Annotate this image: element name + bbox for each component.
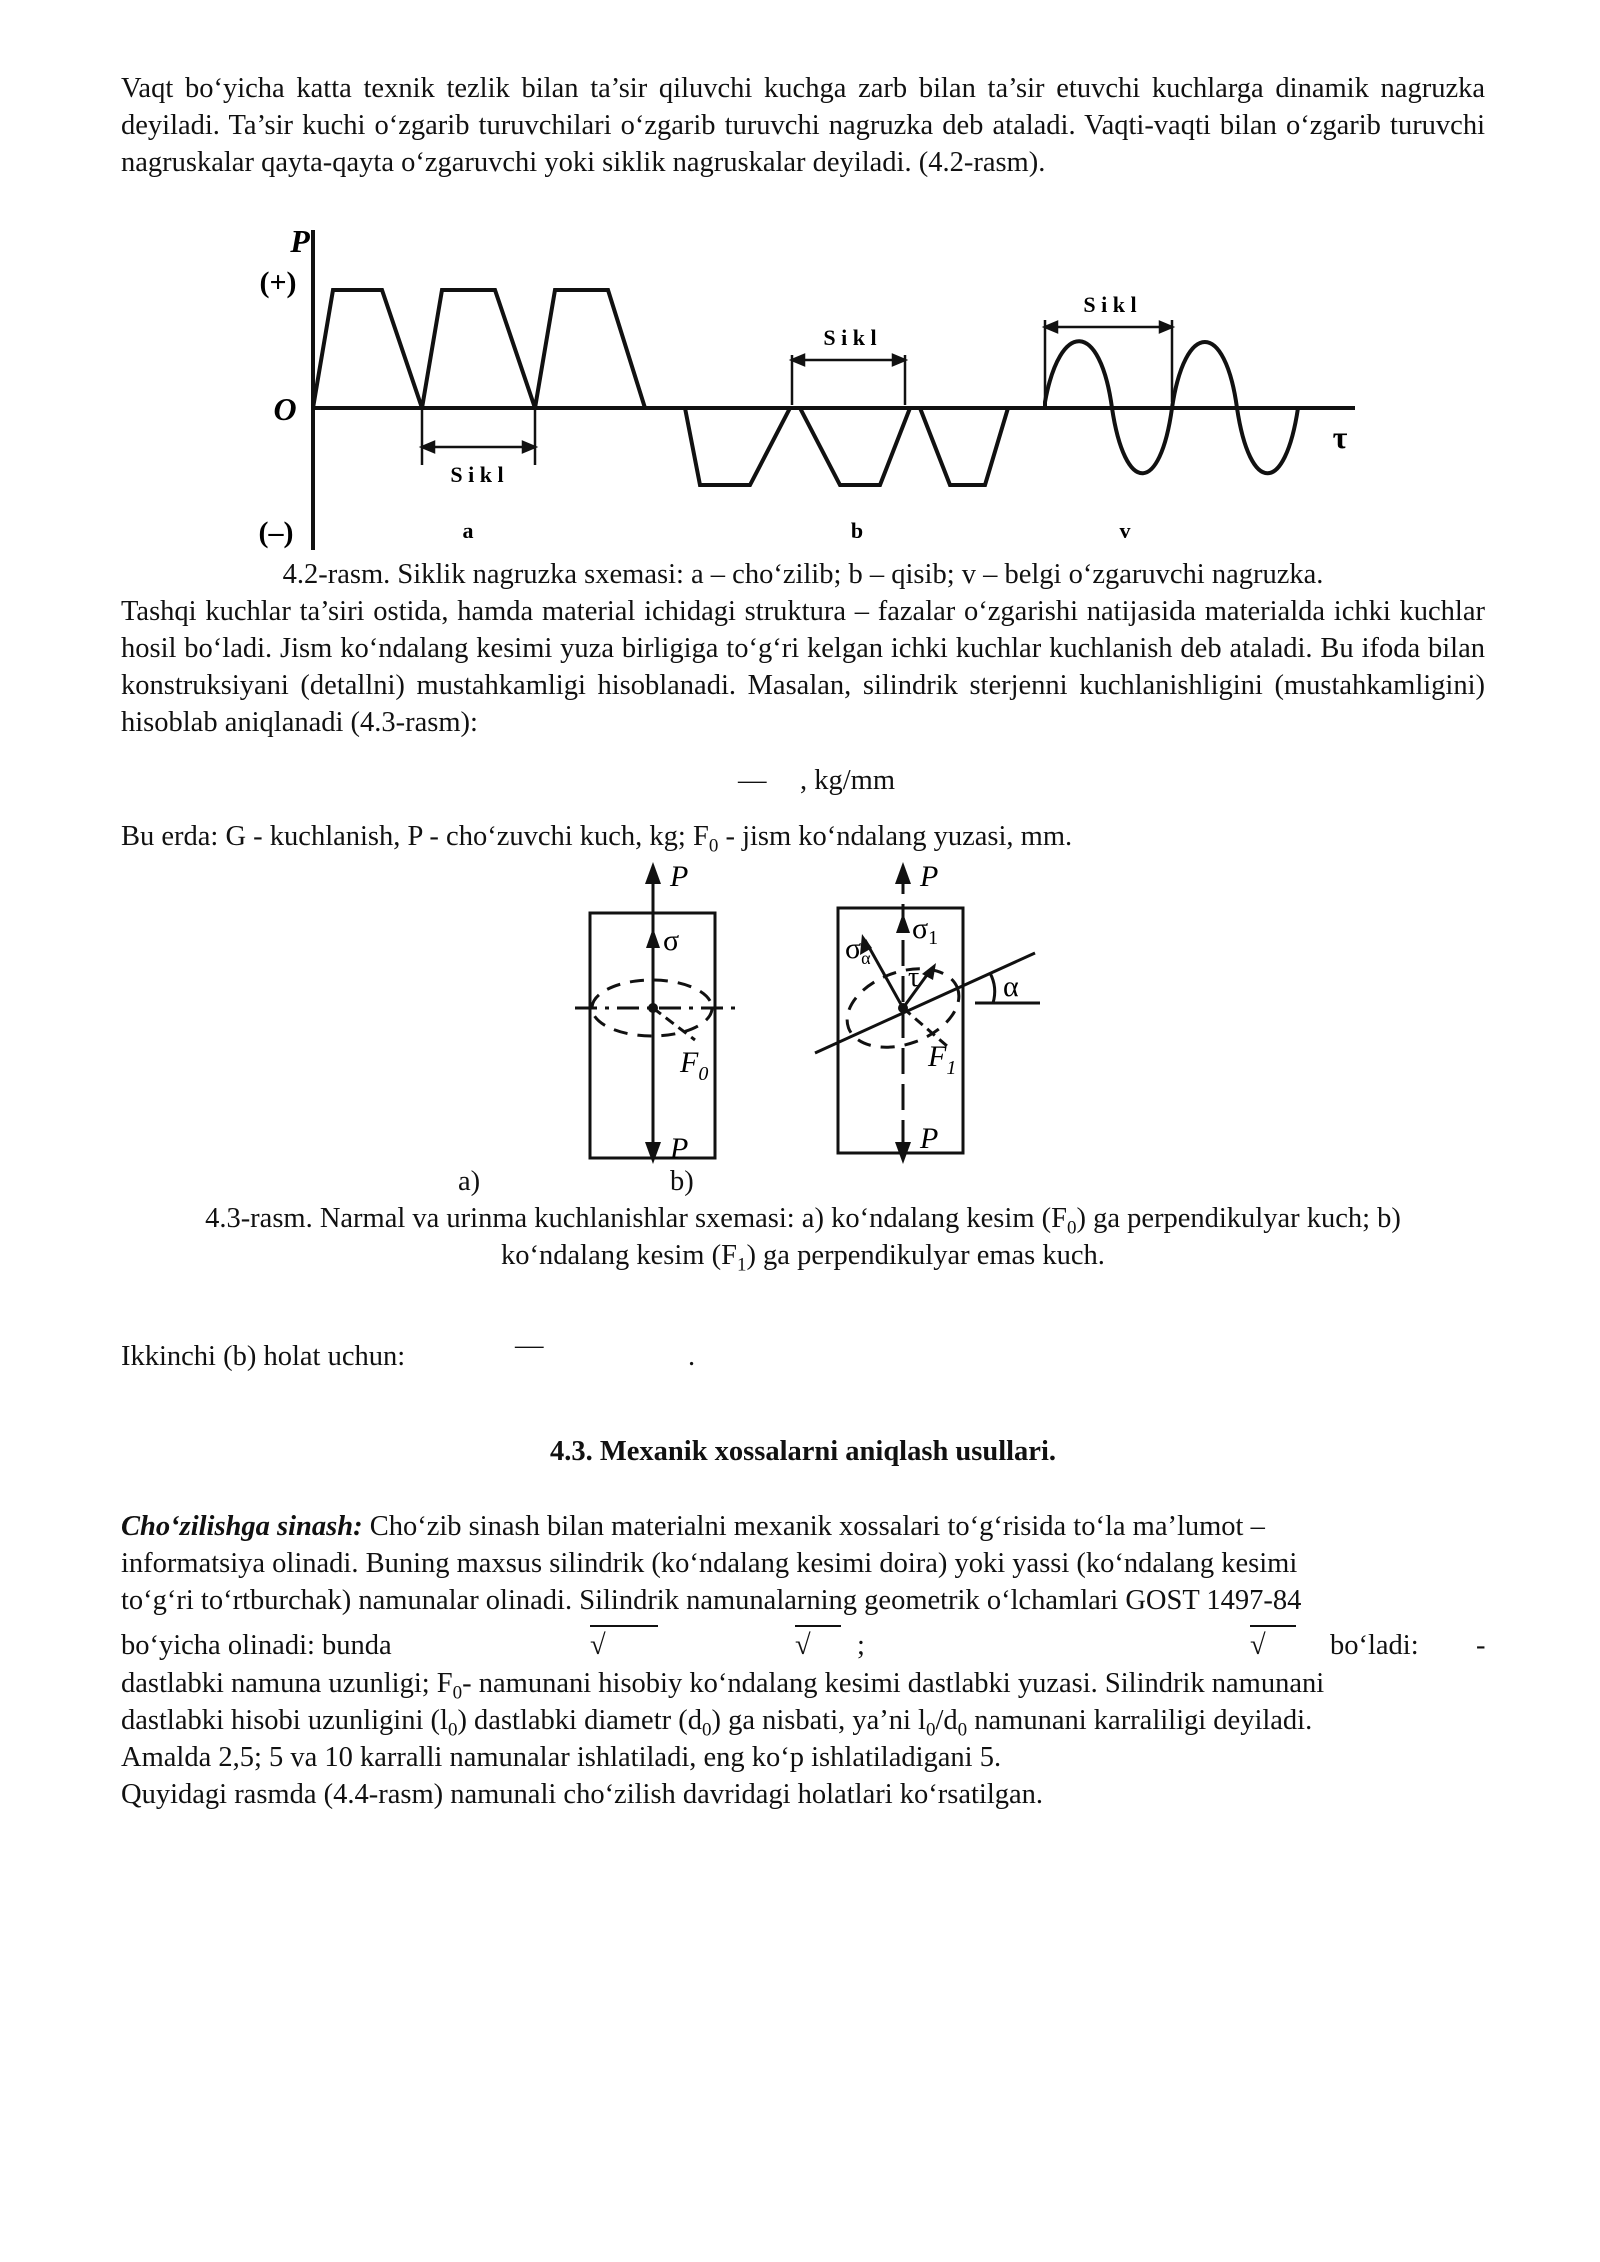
- definitions-line: Bu erda: G - kuchlanish, P - cho‘zuvchi kuch, kg; $F_0$ - jism ko‘ndalang yuzasi, mm.: [121, 821, 1073, 857]
- formula-fraction-bar: —: [738, 765, 767, 796]
- semicolon: ;: [857, 1630, 865, 1661]
- force-p-top-a: P: [670, 860, 689, 893]
- tension-test-line7: Amalda 2,5; 5 va 10 karralli namunalar ishlatiladi, eng ko‘p ishlatiladigani 5.: [121, 1742, 1002, 1773]
- figure-4-3-label-b: b): [670, 1166, 694, 1197]
- figure-4-3-caption-line2: ko‘ndalang kesim $(F_1)$ ga perpendikulyar emas kuch.: [501, 1240, 1105, 1276]
- figure-4-2-caption: 4.2-rasm. Siklik nagruzka sxemasi: a – cho‘zilib; b – qisib; v – belgi o‘zgaruvchi nagruzka.: [282, 559, 1324, 590]
- sikl-label-b: S i k l: [823, 325, 877, 350]
- f1-label: $F_1$: [928, 1040, 957, 1079]
- tension-test-line5: dastlabki namuna uzunligi; $F_0-$ namunani hisobiy ko‘ndalang kesimi dastlabki yuzasi. Silindrik namunani: [121, 1668, 1325, 1704]
- sqrt-3: √: [1250, 1625, 1296, 1664]
- boladi: bo‘ladi:: [1330, 1630, 1419, 1661]
- tension-test-bunda: bo‘yicha olinadi: bunda: [121, 1630, 392, 1661]
- trailing-dash: -: [1476, 1630, 1486, 1661]
- wave-a: [313, 290, 645, 408]
- formula-unit: , kg/mm: [800, 765, 896, 796]
- tau-label-b: τ: [908, 962, 920, 993]
- sigma-label: σ: [663, 924, 680, 957]
- figure-4-3-caption-line1: 4.3-rasm. Narmal va urinma kuchlanishlar sxemasi: a) ko‘ndalang kesim $(F_0)$ ga perpendikulyar kuch; b): [205, 1203, 1401, 1239]
- tension-test-line3: to‘g‘ri to‘rtburchak) namunalar olinadi. Silindrik namunalarning geometrik o‘lchamlari GOST 1497-84: [121, 1585, 1302, 1616]
- force-p-top-b: P: [920, 860, 939, 893]
- stress-paragraph: Tashqi kuchlar ta’siri ostida, hamda material ichidagi struktura – fazalar o‘zgarishi natijasida materialda ichki kuchlar hosil bo‘ladi. Jism ko‘ndalang kesimi yuza birligiga to‘g‘ri kelgan ichki kuchlar kuchlanish deb ataladi. Bu ifoda bilan konstruksiyani (detallni) mustahkamligi hisoblanadi. Masalan, silindrik sterjenni kuchlanishligini (mustahkamligini) hisoblab aniqlanadi (4.3-rasm):: [121, 596, 1485, 738]
- f0-label: $F_0$: [680, 1046, 709, 1085]
- sigma-alpha-label: $\sigma_\alpha$: [845, 932, 871, 968]
- force-p-bottom-b: P: [920, 1122, 939, 1155]
- plus-label: (+): [259, 266, 297, 299]
- minus-label: (–): [258, 516, 294, 549]
- label-v: v: [1119, 518, 1131, 543]
- second-case-label: Ikkinchi (b) holat uchun:: [121, 1341, 406, 1372]
- figure-4-3-label-a: a): [458, 1166, 481, 1197]
- alpha-label: α: [1003, 970, 1019, 1003]
- label-b: b: [850, 518, 864, 543]
- wave-b: [685, 408, 1040, 485]
- figure-4-3-stress-scheme: [0, 858, 1600, 1168]
- sigma-1-label: $\sigma_1$: [912, 912, 939, 949]
- label-a: a: [462, 518, 474, 543]
- second-case-dot: .: [688, 1341, 696, 1372]
- tau-label: τ: [1332, 419, 1348, 455]
- sikl-label-v: S i k l: [1083, 292, 1137, 317]
- second-case-fraction-bar: —: [515, 1330, 544, 1361]
- section-heading: 4.3. Mexanik xossalarni aniqlash usullari.: [550, 1436, 1056, 1467]
- tension-test-line2: informatsiya olinadi. Buning maxsus silindrik (ko‘ndalang kesimi doira) yoki yassi (ko‘ndalang kesimi: [121, 1548, 1298, 1579]
- figure-4-4-reference: Quyidagi rasmda (4.4-rasm) namunali cho‘zilish davridagi holatlari ko‘rsatilgan.: [121, 1779, 1044, 1810]
- origin-label: O: [273, 391, 297, 427]
- axis-p-label: P: [290, 223, 310, 259]
- tension-test-line6: dastlabki hisobi uzunligini $(l_0)$ dastlabki diametr $(d_0)$ ga nisbati, ya’ni $l_0/d_0$ namunani karraliligi deyiladi.: [121, 1705, 1313, 1741]
- sqrt-1: √: [590, 1625, 658, 1664]
- intro-paragraph: Vaqt bo‘yicha katta texnik tezlik bilan ta’sir qiluvchi kuchga zarb bilan ta’sir etuvchi kuchlarga dinamik nagruzka deyiladi. Ta’sir kuchi o‘zgarib turuvchilari o‘zgarib turuvchi nagruzka deb ataladi. Vaqti-vaqti bilan o‘zgarib turuvchi nagruskalar qayta-qayta o‘zgaruvchi yoki siklik nagruskalar deyiladi. (4.2-rasm).: [121, 73, 1485, 178]
- sikl-label-a: S i k l: [450, 462, 504, 487]
- sqrt-2: √: [795, 1625, 841, 1664]
- tension-test-line1: Cho‘zilishga sinash: Cho‘zib sinash bilan materialni mexanik xossalari to‘g‘risida to‘la ma’lumot –: [121, 1511, 1265, 1542]
- force-p-bottom-a: P: [670, 1132, 689, 1165]
